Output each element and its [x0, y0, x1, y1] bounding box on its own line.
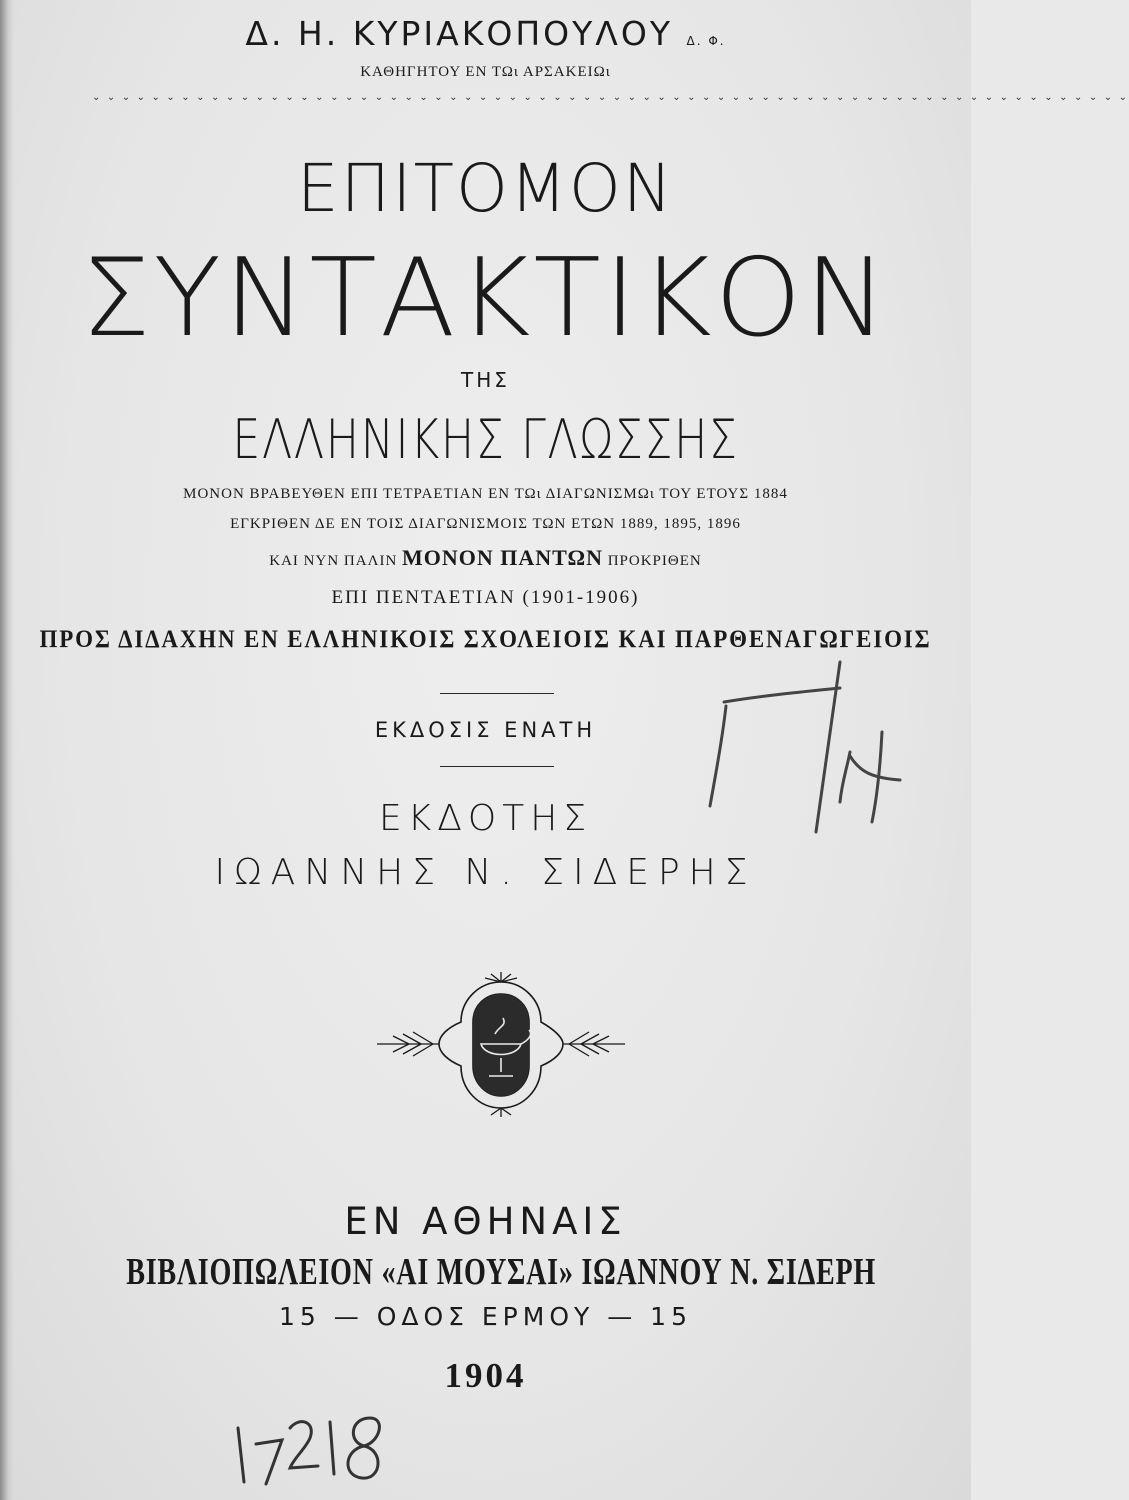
imprint-year: 1904 — [444, 1356, 527, 1395]
title-line-1: ΕΠΙΤΟΜΟΝ — [296, 150, 675, 227]
author-position: ΚΑΘΗΓΗΤΟΥ ΕΝ ΤΩι ΑΡΣΑΚΕΙΩι — [360, 64, 611, 80]
title-line-3: ΤΗΣ — [461, 368, 510, 392]
author-suffix: Δ. Φ. — [686, 34, 726, 48]
publisher-label: ΕΚΔΟΤΗΣ — [378, 798, 593, 839]
divider-bottom — [440, 766, 554, 767]
handwritten-shelfmark — [700, 662, 910, 842]
description-line-1: ΜΟΝΟΝ ΒΡΑΒΕΥΘΕΝ ΕΠΙ ΤΕΤΡΑΕΤΙΑΝ ΕΝ ΤΩι ΔΙΑΓΩΝΙΣΜΩι ΤΟΥ ΕΤΟΥΣ 1884 — [183, 486, 788, 502]
divider-top — [440, 693, 554, 694]
handwritten-accession-number — [230, 1408, 400, 1488]
publisher-name: ΙΩΑΝΝΗΣ Ν. ΣΙΔΕΡΗΣ — [214, 852, 757, 893]
author-line — [0, 14, 971, 53]
imprint-bookshop: ΒΙΒΛΙΟΠΩΛΕΙΟΝ «ΑΙ ΜΟΥΣΑΙ» ΙΩΑΝΝΟΥ Ν. ΣΙΔΕΡΗ — [126, 1251, 876, 1293]
description-line-3-bold: ΜΟΝΟΝ ΠΑΝΤΩΝ — [402, 545, 603, 570]
description-line-5: ΠΡΟΣ ΔΙΔΑΧΗΝ ΕΝ ΕΛΛΗΝΙΚΟΙΣ ΣΧΟΛΕΙΟΙΣ ΚΑΙ ΠΑΡΘΕΝΑΓΩΓΕΙΟΙΣ — [39, 626, 932, 653]
description-line-3 — [0, 545, 971, 571]
description-line-3-post: ΠΡΟΚΡΙΘΕΝ — [607, 553, 702, 569]
decorative-rule: ⌄ ⌄ ⌄ ⌄ ⌄ ⌄ ⌄ ⌄ ⌄ ⌄ ⌄ ⌄ ⌄ ⌄ ⌄ ⌄ ⌄ ⌄ ⌄ ⌄ ⌄ ⌄ ⌄ ⌄ ⌄ ⌄ ⌄ ⌄ ⌄ ⌄ ⌄ ⌄ ⌄ ⌄ ⌄ ⌄ ⌄ ⌄ ⌄ ⌄ ⌄ ⌄ ⌄ ⌄ ⌄ ⌄ ⌄ ⌄ ⌄ ⌄ ⌄ ⌄ ⌄ ⌄ ⌄ ⌄ ⌄ ⌄ ⌄ ⌄ ⌄ ⌄ ⌄ ⌄ ⌄ ⌄ ⌄ ⌄ ⌄ ⌄ — [92, 92, 1129, 103]
lamp-vignette-icon — [373, 972, 629, 1117]
description-line-4: ΕΠΙ ΠΕΝΤΑΕΤΙΑΝ (1901-1906) — [331, 587, 640, 608]
author-name: Δ. Η. ΚΥΡΙΑΚΟΠΟΥΛΟΥ — [245, 14, 673, 53]
title-line-4: ΕΛΛΗΝΙΚΗΣ ΓΛΩΣΣΗΣ — [232, 408, 739, 471]
description-line-3-pre: ΚΑΙ ΝΥΝ ΠΑΛΙΝ — [269, 553, 398, 569]
title-line-2: ΣΥΝΤΑΚΤΙΚΟΝ — [81, 236, 890, 361]
imprint-city: ΕΝ ΑΘΗΝΑΙΣ — [344, 1200, 627, 1243]
description-line-2: ΕΓΚΡΙΘΕΝ ΔΕ ΕΝ ΤΟΙΣ ΔΙΑΓΩΝΙΣΜΟΙΣ ΤΩΝ ΕΤΩΝ 1889, 1895, 1896 — [230, 516, 741, 532]
imprint-address: 15 — ΟΔΟΣ ΕΡΜΟΥ — 15 — [278, 1302, 692, 1331]
edition-label: ΕΚΔΟΣΙΣ ΕΝΑΤΗ — [374, 718, 597, 742]
